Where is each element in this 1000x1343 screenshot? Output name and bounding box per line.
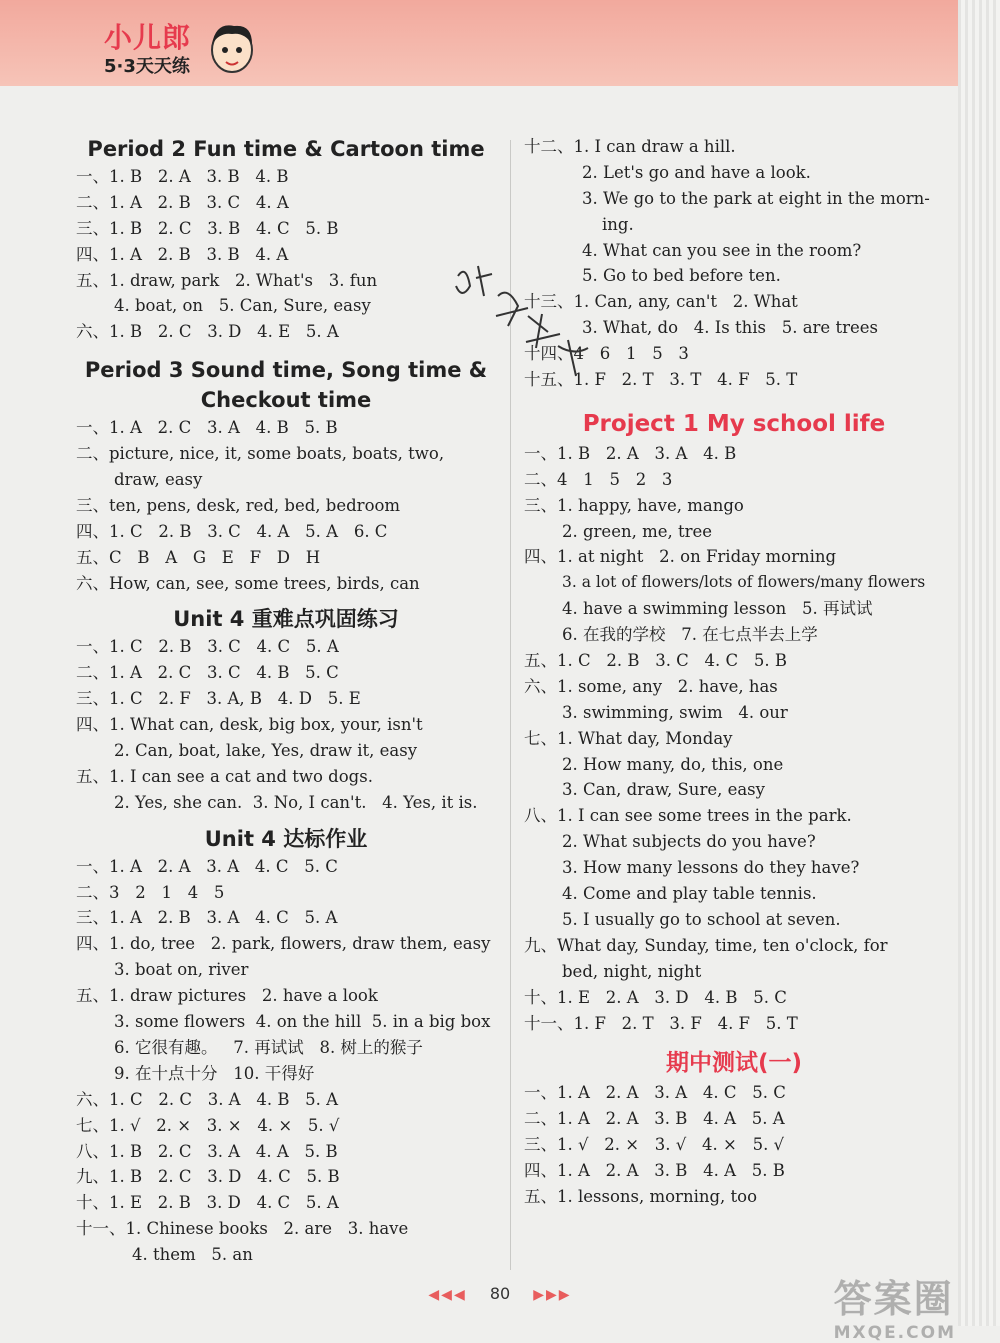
answer-line: draw, easy bbox=[114, 470, 203, 490]
site-watermark bbox=[834, 1268, 956, 1343]
answer-line: 4. boat, on 5. Can, Sure, easy bbox=[114, 296, 371, 316]
answer-line: 一、1. B 2. A 3. A 4. B bbox=[524, 443, 737, 463]
prev-arrows-icon: ◀◀◀ bbox=[428, 1287, 467, 1303]
answer-line: bed, night, night bbox=[562, 961, 702, 981]
answer-line: 三、1. happy, have, mango bbox=[524, 495, 744, 515]
answer-line: 三、1. √ 2. × 3. √ 4. × 5. √ bbox=[524, 1135, 785, 1155]
answer-line: 五、1. C 2. B 3. C 4. C 5. B bbox=[524, 651, 788, 671]
handwritten-scribble bbox=[448, 256, 618, 396]
answer-line: 六、How, can, see, some trees, birds, can bbox=[76, 573, 420, 593]
answer-line: 四、1. C 2. B 3. C 4. A 5. A 6. C bbox=[76, 521, 388, 541]
answer-line: 七、1. √ 2. × 3. × 4. × 5. √ bbox=[76, 1115, 340, 1135]
answer-line: 4. them 5. an bbox=[132, 1245, 253, 1265]
answer-line: 一、1. C 2. B 3. C 4. C 5. A bbox=[76, 637, 339, 657]
answer-line: 十、1. E 2. B 3. D 4. C 5. A bbox=[76, 1193, 339, 1213]
answer-line: 五、1. lessons, morning, too bbox=[524, 1186, 758, 1206]
mascot-face-icon bbox=[204, 18, 260, 78]
answer-line: 二、1. A 2. A 3. B 4. A 5. A bbox=[524, 1109, 785, 1129]
section-title-unit4-practice: Unit 4 重难点巩固练习 bbox=[173, 607, 399, 632]
answer-line: 四、1. A 2. B 3. B 4. A bbox=[76, 244, 289, 264]
answer-line: 三、1. A 2. B 3. A 4. C 5. A bbox=[76, 908, 338, 928]
answer-line: 四、1. A 2. A 3. B 4. A 5. B bbox=[524, 1161, 785, 1181]
answer-line: 二、4 1 5 2 3 bbox=[524, 469, 673, 489]
answer-line: 六、1. B 2. C 3. D 4. E 5. A bbox=[76, 322, 339, 342]
answer-line: 4. have a swimming lesson 5. 再试试 bbox=[562, 599, 873, 619]
answer-line: 四、1. do, tree 2. park, flowers, draw them, easy bbox=[76, 934, 491, 954]
answer-line: 6. 在我的学校 7. 在七点半去上学 bbox=[562, 625, 818, 645]
answer-line: 九、1. B 2. C 3. D 4. C 5. B bbox=[76, 1167, 340, 1187]
answer-line: 六、1. C 2. C 3. A 4. B 5. A bbox=[76, 1089, 339, 1109]
answer-line: 八、1. B 2. C 3. A 4. A 5. B bbox=[76, 1141, 338, 1161]
answer-line: 八、1. I can see some trees in the park. bbox=[524, 806, 852, 826]
section-title-project1: Project 1 My school life bbox=[582, 410, 886, 437]
brand-subtitle: 5·3天天练 bbox=[104, 56, 190, 77]
answer-line: 十五、1. F 2. T 3. T 4. F 5. T bbox=[524, 370, 798, 390]
answer-line: 9. 在十点十分 10. 干得好 bbox=[114, 1063, 315, 1083]
answer-line: 二、3 2 1 4 5 bbox=[76, 882, 225, 902]
answer-line: 3. We go to the park at eight in the morn- bbox=[582, 188, 930, 208]
answer-line: 五、1. draw, park 2. What's 3. fun bbox=[76, 270, 378, 290]
answer-line: 七、1. What day, Monday bbox=[524, 728, 733, 748]
answer-line: 3. What, do 4. Is this 5. are trees bbox=[582, 318, 878, 338]
watermark-url: MXQE.COM bbox=[833, 1323, 956, 1343]
section-title-unit4-homework: Unit 4 达标作业 bbox=[204, 826, 368, 851]
answer-line: 3. boat on, river bbox=[114, 960, 249, 980]
answer-line: 十四、4 6 1 5 3 bbox=[524, 344, 689, 364]
answer-line: 2. green, me, tree bbox=[562, 521, 713, 541]
left-column bbox=[76, 134, 496, 1268]
answer-line: 3. some flowers 4. on the hill 5. in a big box bbox=[114, 1012, 491, 1032]
answer-line: 二、picture, nice, it, some boats, boats, two, bbox=[76, 444, 445, 464]
answer-line: 2. How many, do, this, one bbox=[562, 754, 784, 774]
answer-line: 3. Can, draw, Sure, easy bbox=[562, 780, 765, 800]
answer-line: 4. Come and play table tennis. bbox=[562, 884, 817, 904]
answer-line: 二、1. A 2. B 3. C 4. A bbox=[76, 192, 289, 212]
answer-line: 三、1. B 2. C 3. B 4. C 5. B bbox=[76, 218, 339, 238]
watermark-text: 答案圈 bbox=[833, 1277, 954, 1321]
section-title-midterm: 期中测试(一) bbox=[665, 1050, 803, 1077]
answer-line: 3. How many lessons do they have? bbox=[562, 858, 860, 878]
answer-line: 十三、1. Can, any, can't 2. What bbox=[524, 292, 798, 312]
answer-line: 一、1. A 2. C 3. A 4. B 5. B bbox=[76, 418, 338, 438]
answer-line: 一、1. B 2. A 3. B 4. B bbox=[76, 167, 289, 186]
answer-line: 2. Yes, she can. 3. No, I can't. 4. Yes, it is. bbox=[114, 792, 478, 812]
answer-line: 五、1. I can see a cat and two dogs. bbox=[76, 766, 373, 786]
answer-line: 5. I usually go to school at seven. bbox=[562, 909, 841, 929]
answer-line: 九、What day, Sunday, time, ten o'clock, for bbox=[524, 935, 888, 955]
answer-line: 四、1. What can, desk, big box, your, isn't bbox=[76, 715, 423, 735]
answer-line: 十一、1. F 2. T 3. F 4. F 5. T bbox=[524, 1013, 798, 1033]
section-title-period3-cont: Checkout time bbox=[200, 388, 372, 413]
answer-line: 3. swimming, swim 4. our bbox=[562, 702, 788, 722]
next-arrows-icon: ▶▶▶ bbox=[533, 1287, 572, 1303]
answer-line: 一、1. A 2. A 3. A 4. C 5. C bbox=[524, 1083, 786, 1103]
section-title-period3: Period 3 Sound time, Song time & bbox=[84, 358, 488, 383]
answer-line: 十一、1. Chinese books 2. are 3. have bbox=[76, 1219, 409, 1239]
answer-line: 一、1. A 2. A 3. A 4. C 5. C bbox=[76, 856, 338, 876]
answer-line: 2. Can, boat, lake, Yes, draw it, easy bbox=[114, 741, 418, 761]
brand-logo bbox=[104, 16, 274, 82]
page-number: 80 bbox=[489, 1284, 511, 1303]
page-edge-strip bbox=[958, 0, 1000, 1326]
answer-line: 十二、1. I can draw a hill. bbox=[524, 137, 736, 156]
answer-line: 六、1. some, any 2. have, has bbox=[524, 676, 778, 696]
answer-line: 4. What can you see in the room? bbox=[582, 240, 862, 260]
answer-line: 5. Go to bed before ten. bbox=[582, 266, 781, 286]
answer-line: 五、1. draw pictures 2. have a look bbox=[76, 986, 378, 1006]
answer-line: 二、1. A 2. C 3. C 4. B 5. C bbox=[76, 663, 339, 683]
answer-line: 2. Let's go and have a look. bbox=[582, 162, 811, 182]
answer-line: ing. bbox=[602, 214, 634, 234]
answer-line: 五、C B A G E F D H bbox=[76, 547, 321, 567]
answer-line: 四、1. at night 2. on Friday morning bbox=[524, 547, 837, 567]
answer-line: 6. 它很有趣。 7. 再试试 8. 树上的猴子 bbox=[114, 1037, 423, 1057]
answer-line: 十、1. E 2. A 3. D 4. B 5. C bbox=[524, 987, 787, 1007]
section-title-period2: Period 2 Fun time & Cartoon time bbox=[87, 137, 485, 161]
answer-line: 2. What subjects do you have? bbox=[562, 832, 816, 852]
answer-line: 3. a lot of flowers/lots of flowers/many flowers bbox=[562, 573, 926, 592]
answer-line: 三、1. C 2. F 3. A, B 4. D 5. E bbox=[76, 689, 361, 709]
answer-line: 三、ten, pens, desk, red, bed, bedroom bbox=[76, 495, 401, 515]
brand-name: 小儿郎 bbox=[104, 21, 192, 54]
